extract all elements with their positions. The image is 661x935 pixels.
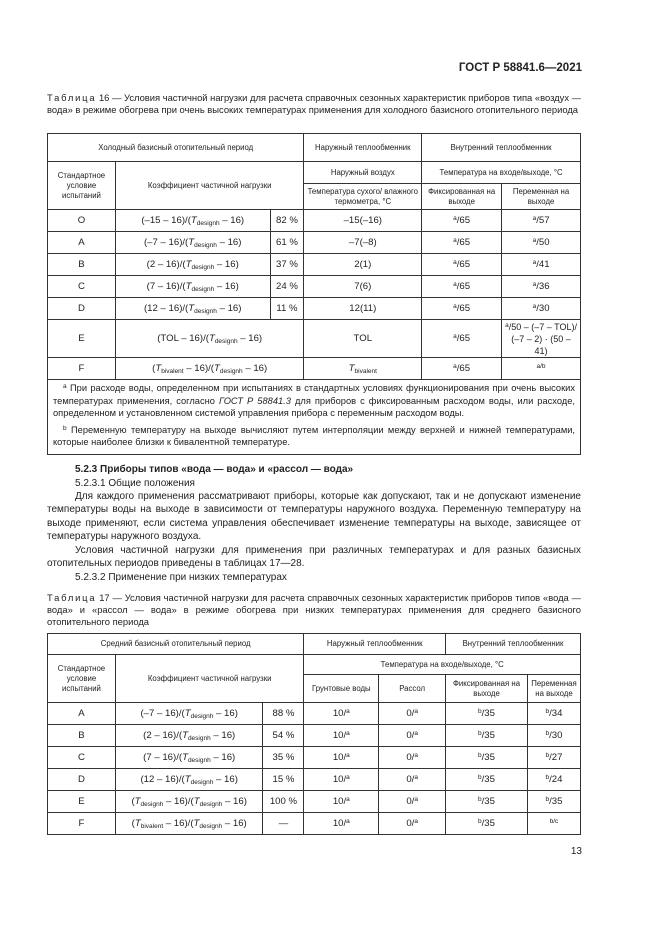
cell-variable: b/c — [527, 813, 580, 835]
cell-fixed: $^a$/65 — [422, 254, 502, 276]
cell-groundwater: 10/$^a$ — [304, 703, 379, 725]
table-row — [48, 320, 581, 358]
cell-air: 7(6) — [304, 276, 422, 298]
cell-condition: E — [48, 320, 116, 358]
paragraph-2: Условия частичной нагрузки для применения при различных температурах и для разных базисных отопительных периодов приведены в таблицах 17—28. — [47, 545, 581, 570]
header-inner-exchanger: Внутренний теплообменник — [422, 134, 581, 162]
cell-percent: — — [263, 813, 304, 835]
cell-formula: $(12 - 16)/(T_{designh} - 16)$ — [115, 769, 263, 791]
table-row — [48, 232, 581, 254]
table-row — [48, 747, 581, 769]
cell-percent: 100 % — [263, 791, 304, 813]
subsection-5231: 5.2.3.1 Общие положения — [75, 478, 195, 489]
cell-air: –15(–16) — [304, 210, 422, 232]
cell-air: –7(–8) — [304, 232, 422, 254]
cell-groundwater: 10/$^a$ — [304, 725, 379, 747]
section-title: 5.2.3 Приборы типов «вода — вода» и «рассол — вода» — [75, 464, 354, 475]
cell-variable: $^b$/30 — [527, 725, 580, 747]
table-row — [48, 254, 581, 276]
cell-fixed: $^b$/35 — [446, 747, 528, 769]
cell-brine: 0/$^a$ — [379, 747, 446, 769]
cell-fixed: $^b$/35 — [446, 725, 528, 747]
cell-air: 12(11) — [304, 298, 422, 320]
cell-condition: D — [48, 769, 116, 791]
header-outer-exchanger: Наружный теплообменник — [304, 134, 422, 162]
header-groundwater: Грунтовые воды — [304, 675, 379, 703]
table-16 — [47, 133, 581, 380]
paragraph-1: Для каждого применения рассматривают приборы, которые как допускают, так и не допускают изменение температуры воды на выходе в зависимости от температуры наружного воздуха. Переменную температуру на выходе применяют, если система управления обеспечивает изменение температуры на выходе, зависящее от температуры наружного воздуха. — [47, 491, 581, 542]
cell-variable: $^b$/34 — [527, 703, 580, 725]
cell-groundwater: 10/$^a$ — [304, 791, 379, 813]
cell-condition: E — [48, 791, 116, 813]
cell-variable: $^a$/50 — [502, 232, 581, 254]
table-row — [48, 210, 581, 232]
header-std-condition: Стандартное условие испытаний — [48, 162, 116, 210]
header-fixed-outlet: Фиксированная на выходе — [446, 675, 528, 703]
cell-formula: $(T_{bivalent} - 16)/(T_{designh} - 16)$ — [115, 813, 263, 835]
cell-air: TOL — [304, 320, 422, 358]
cell-variable: $^a$/57 — [502, 210, 581, 232]
cell-percent: 35 % — [263, 747, 304, 769]
cell-air: 2(1) — [304, 254, 422, 276]
cell-condition: B — [48, 254, 116, 276]
cell-condition: C — [48, 747, 116, 769]
cell-fixed: $^a$/65 — [422, 298, 502, 320]
cell-condition: O — [48, 210, 116, 232]
table-row — [48, 276, 581, 298]
table-row — [48, 725, 581, 747]
cell-variable: $^b$/24 — [527, 769, 580, 791]
cell-formula: $(7 - 16)/(T_{designh} - 16)$ — [115, 747, 263, 769]
cell-groundwater: 10/$^a$ — [304, 769, 379, 791]
cell-brine: 0/$^a$ — [379, 769, 446, 791]
caption-word: Таблица — [47, 592, 97, 603]
cell-brine: 0/$^a$ — [379, 725, 446, 747]
cell-fixed: $^a$/65 — [422, 210, 502, 232]
header-period: Средний базисный отопительный период — [48, 634, 304, 655]
cell-groundwater: 10/$^a$ — [304, 813, 379, 835]
cell-condition: A — [48, 232, 116, 254]
cell-brine: 0/$^a$ — [379, 813, 446, 835]
cell-formula: $(-7 - 16)/(T_{designh} - 16)$ — [115, 232, 270, 254]
cell-condition: F — [48, 358, 116, 380]
header-fixed-outlet: Фиксированная на выходе — [422, 184, 502, 210]
cell-percent: 37 % — [270, 254, 304, 276]
cell-fixed: $^b$/35 — [446, 791, 528, 813]
document-code: ГОСТ Р 58841.6—2021 — [458, 62, 582, 74]
page-number: 13 — [570, 846, 582, 857]
caption-text: 17 — Условия частичной нагрузки для расчета справочных сезонных характеристик приборов типов «вода — вода» и «рассол — вода» в режиме обогрева при низких температурах применения для среднего базисного отопительного периода — [47, 592, 581, 627]
header-brine: Рассол — [379, 675, 446, 703]
footnote-a: $^a$ При расходе воды, определенном при испытаниях в стандартных условиях функционирования при очень высоких температурах применения, согласно ГОСТ Р 58841.3 для приборов с фиксированным расходом воды, или расходе, определенном и установленном системой управления прибора с переменным расходом воды. — [53, 383, 575, 418]
table-row — [48, 791, 581, 813]
table16-footnotes — [47, 377, 581, 455]
cell-fixed: $^a$/65 — [422, 320, 502, 358]
header-inout-temp: Температура на входе/выходе, °С — [422, 162, 581, 184]
header-coefficient: Коэффициент частичной нагрузки — [115, 162, 303, 210]
table-row — [48, 298, 581, 320]
table-row — [48, 703, 581, 725]
table-17 — [47, 633, 581, 835]
cell-condition: F — [48, 813, 116, 835]
cell-air: $T_{bivalent}$ — [304, 358, 422, 380]
cell-formula: $(-15 - 16)/(T_{designh} - 16)$ — [115, 210, 270, 232]
header-period: Холодный базисный отопительный период — [48, 134, 304, 162]
header-outdoor-air: Наружный воздух — [304, 162, 422, 184]
cell-condition: C — [48, 276, 116, 298]
cell-fixed: $^b$/35 — [446, 769, 528, 791]
cell-groundwater: 10/$^a$ — [304, 747, 379, 769]
cell-formula: $(2 - 16)/(T_{designh} - 16)$ — [115, 725, 263, 747]
cell-fixed: $^a$/65 — [422, 358, 502, 380]
header-variable-outlet: Переменная на выходе — [502, 184, 581, 210]
header-inout-temp: Температура на входе/выходе, °С — [304, 655, 581, 675]
cell-variable: $^a$/41 — [502, 254, 581, 276]
cell-brine: 0/$^a$ — [379, 703, 446, 725]
cell-percent: 15 % — [263, 769, 304, 791]
header-dry-wet: Температура сухого/ влажного термометра, °С — [304, 184, 422, 210]
header-coefficient: Коэффициент частичной нагрузки — [115, 655, 303, 703]
table16-caption — [47, 92, 581, 116]
cell-variable: $^a$/36 — [502, 276, 581, 298]
cell-condition: D — [48, 298, 116, 320]
cell-formula: $(7 - 16)/(T_{designh} - 16)$ — [115, 276, 270, 298]
header-std-condition: Стандартное условие испытаний — [48, 655, 116, 703]
cell-formula: $(2 - 16)/(T_{designh} - 16)$ — [115, 254, 270, 276]
cell-variable: $^b$/35 — [527, 791, 580, 813]
cell-fixed: $^a$/65 — [422, 232, 502, 254]
cell-condition: A — [48, 703, 116, 725]
header-inner-exchanger: Внутренний теплообменник — [446, 634, 581, 655]
caption-text: 16 — Условия частичной нагрузки для расчета справочных сезонных характеристик приборов типа «воздух — вода» в режиме обогрева при очень высоких температурах применения для холодного базисного отопительного периода — [47, 92, 581, 115]
cell-condition: B — [48, 725, 116, 747]
cell-variable: a/b — [502, 358, 581, 380]
subsection-5232: 5.2.3.2 Применение при низких температурах — [75, 572, 287, 583]
table-row — [48, 813, 581, 835]
cell-percent: 88 % — [263, 703, 304, 725]
cell-fixed: $^b$/35 — [446, 813, 528, 835]
cell-formula: $(T_{bivalent} - 16)/(T_{designh} - 16)$ — [115, 358, 303, 380]
cell-variable: $^a$/50 – (–7 – TOL)/ (–7 – 2) · (50 – 41) — [502, 320, 581, 358]
cell-brine: 0/$^a$ — [379, 791, 446, 813]
cell-percent: 61 % — [270, 232, 304, 254]
cell-formula: $(T_{designh} - 16)/(T_{designh} - 16)$ — [115, 791, 263, 813]
cell-formula: $(TOL - 16)/(T_{designh} - 16)$ — [115, 320, 303, 358]
cell-formula: $(-7 - 16)/(T_{designh} - 16)$ — [115, 703, 263, 725]
cell-variable: $^b$/27 — [527, 747, 580, 769]
cell-percent: 24 % — [270, 276, 304, 298]
header-outer-exchanger: Наружный теплообменник — [304, 634, 446, 655]
cell-percent: 54 % — [263, 725, 304, 747]
cell-fixed: $^b$/35 — [446, 703, 528, 725]
cell-variable: $^a$/30 — [502, 298, 581, 320]
footnote-b: $^b$ Переменную температуру на выходе вычисляют путем интерполяции между верхней и нижней температурами, которые наиболее близки к бивалентной температуре. — [53, 424, 575, 447]
table17-caption — [47, 592, 581, 628]
cell-formula: $(12 - 16)/(T_{designh} - 16)$ — [115, 298, 270, 320]
table-row — [48, 769, 581, 791]
cell-fixed: $^a$/65 — [422, 276, 502, 298]
caption-word: Таблица — [47, 92, 97, 103]
cell-percent: 11 % — [270, 298, 304, 320]
header-variable-outlet: Переменная на выходе — [527, 675, 580, 703]
cell-percent: 82 % — [270, 210, 304, 232]
